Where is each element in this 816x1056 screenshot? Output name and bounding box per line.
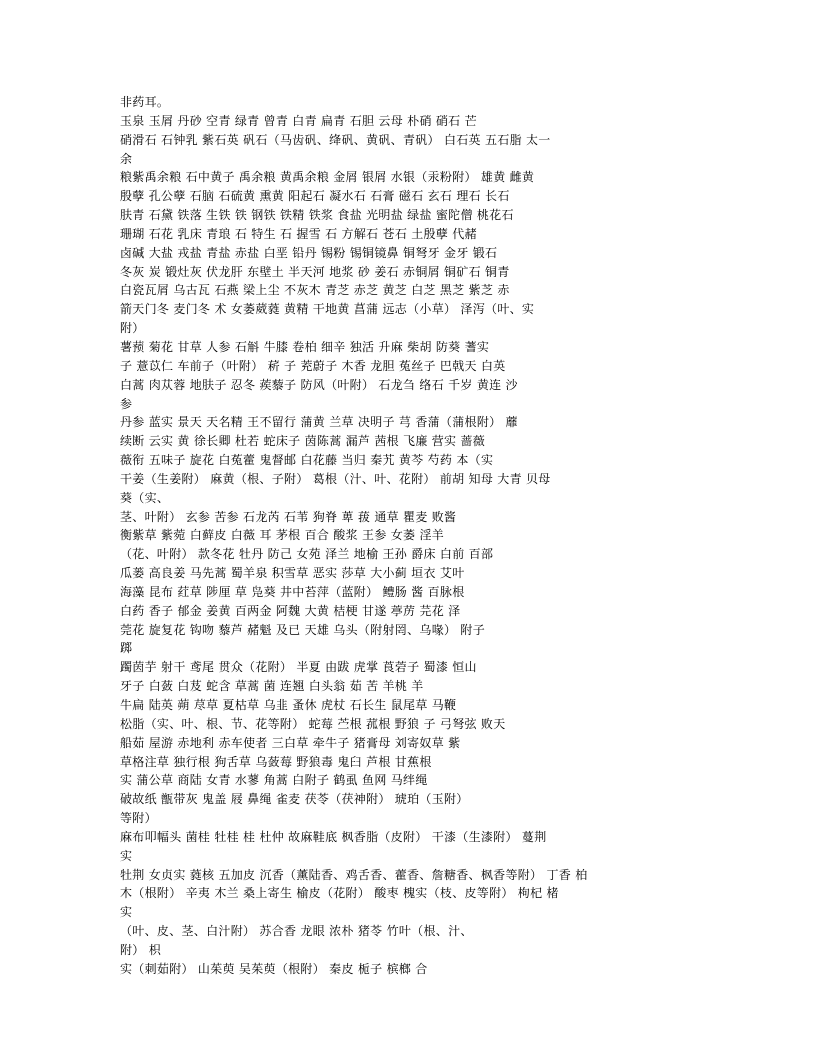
text-line: 殷孽 孔公孽 石脑 石硫黄 熏黄 阳起石 凝水石 石膏 磁石 玄石 理石 长石 — [120, 189, 510, 204]
text-line: 等附） — [120, 811, 157, 826]
text-line: 躅茵芋 射干 鸢尾 贯众（花附） 半夏 由跋 虎掌 莨菪子 蜀漆 恒山 — [120, 660, 477, 675]
text-line: 实（刺茹附） 山茱萸 吴茱萸（根附） 秦皮 栀子 槟榔 合 — [120, 961, 428, 976]
text-line: 附） 枳 — [120, 942, 162, 957]
document-body — [120, 93, 640, 979]
text-line: 草格注草 独行根 狗舌草 乌蔹莓 野狼毒 鬼臼 芦根 甘蕉根 — [120, 754, 432, 769]
text-line: 麻布叩幅头 菌桂 牡桂 桂 杜仲 故麻鞋底 枫香脂（皮附） 干漆（生漆附） 蔓荆 — [120, 829, 547, 844]
text-line: 白瓷瓦屑 乌古瓦 石燕 梁上尘 不灰木 青芝 赤芝 黄芝 白芝 黑芝 紫芝 赤 — [120, 283, 510, 298]
text-line: 海藻 昆布 荭草 陟厘 草 凫葵 井中苔萍（蓝附） 鳢肠 酱 百脉根 — [120, 584, 465, 599]
text-line: 牡荆 女贞实 蕤核 五加皮 沉香（薰陆香、鸡舌香、藿香、詹糖香、枫香等附） 丁香 柏 — [120, 867, 588, 882]
text-line: 薯蓣 菊花 甘草 人参 石斛 牛膝 卷柏 细辛 独活 升麻 柴胡 防葵 蓍实 — [120, 339, 490, 354]
text-line: 箭天门冬 麦门冬 术 女萎葳蕤 黄精 干地黄 菖蒲 远志（小草） 泽泻（叶、实 — [120, 302, 535, 317]
text-line: 参 — [120, 396, 133, 411]
text-line: 船茹 屋游 赤地利 赤车使者 三白草 牵牛子 猪膏母 刘寄奴草 紫 — [120, 735, 461, 750]
text-line: 子 薏苡仁 车前子（叶附） 菥 子 茺蔚子 木香 龙胆 菟丝子 巴戟天 白英 — [120, 358, 506, 373]
text-line: 实 — [120, 905, 133, 920]
text-line: 余 — [120, 151, 133, 166]
text-line: 莞花 旋复花 钩吻 藜芦 赭魁 及已 天雄 乌头（附射罔、乌喙） 附子 — [120, 622, 486, 637]
text-line: （叶、皮、茎、白汁附） 苏合香 龙眼 浓朴 猪苓 竹叶（根、汁、 — [120, 924, 473, 939]
text-line: 附） — [120, 321, 145, 336]
text-line: 实 蒲公草 商陆 女青 水蓼 角蒿 白附子 鹤虱 鱼网 马绊绳 — [120, 773, 428, 788]
text-line: 瓜蒌 高良姜 马先蒿 蜀羊泉 积雪草 恶实 莎草 大小蓟 垣衣 艾叶 — [120, 566, 465, 581]
text-line: 白药 香子 郁金 姜黄 百两金 阿魏 大黄 桔梗 甘遂 葶苈 芫花 泽 — [120, 603, 461, 618]
text-line: 非药耳。 — [120, 95, 170, 109]
text-line: 牙子 白蔹 白芨 蛇含 草蒿 菌 连翘 白头翁 茹 苦 羊桃 羊 — [120, 679, 424, 694]
text-line: 卤碱 大盐 戎盐 青盐 赤盐 白垩 铅丹 锡粉 锡铜镜鼻 铜弩牙 金牙 锻石 — [120, 245, 498, 260]
text-line: 葵（实、 — [120, 490, 170, 505]
text-line: 珊瑚 石花 乳床 青琅 石 特生 石 握雪 石 方解石 苍石 土殷孽 代赭 — [120, 226, 477, 241]
text-line: 玉泉 玉屑 丹砂 空青 绿青 曾青 白青 扁青 石胆 云母 朴硝 硝石 芒 — [120, 113, 477, 128]
text-line: 牛扁 陆英 蒴 荩草 夏枯草 乌韭 蚤休 虎杖 石长生 鼠尾草 马鞭 — [120, 698, 457, 712]
text-line: 薇衔 五味子 旋花 白菟藿 鬼督邮 白花藤 当归 秦艽 黄芩 芍药 本（实 — [120, 453, 494, 468]
text-line: 实 — [120, 848, 133, 863]
text-line: 肤青 石黛 铁落 生铁 铁 钢铁 铁精 铁浆 食盐 光明盐 绿盐 蜜陀僧 桃花石 — [120, 208, 514, 223]
text-line: 干姜（生姜附） 麻黄（根、子附） 葛根（汁、叶、花附） 前胡 知母 大青 贝母 — [120, 471, 551, 486]
text-line: 松脂（实、叶、根、节、花等附） 蛇莓 苎根 菰根 野狼 子 弓弩弦 败天 — [120, 716, 506, 731]
text-line: 衡紫草 紫菀 白藓皮 白薇 耳 茅根 百合 酸浆 王参 女萎 淫羊 — [120, 528, 445, 543]
text-line: 硝滑石 石钟乳 紫石英 矾石（马齿矾、绛矾、黄矾、青矾） 白石英 五石脂 太一 — [120, 132, 551, 147]
text-line: 茎、叶附） 玄参 苦参 石龙芮 石苇 狗脊 萆 菝 通草 瞿麦 败酱 — [120, 509, 457, 524]
text-line: 破故纸 甑带灰 鬼盖 屐 鼻绳 雀麦 茯苓（茯神附） 琥珀（玉附） — [120, 792, 469, 807]
text-line: 白蒿 肉苁蓉 地肤子 忍冬 蒺藜子 防风（叶附） 石龙刍 络石 千岁 黄连 沙 — [120, 377, 518, 392]
text-line: 丹参 蓝实 景天 天名精 王不留行 蒲黄 兰草 决明子 芎 香蒲（蒲根附） 蘼 — [120, 415, 518, 430]
text-line: 踯 — [120, 641, 133, 656]
text-line: 续断 云实 黄 徐长卿 杜若 蛇床子 茵陈蒿 漏芦 茜根 飞廉 营实 蔷薇 — [120, 434, 486, 449]
text-line: 冬灰 炭 锻灶灰 伏龙肝 东壁土 半天河 地浆 砂 姜石 赤铜屑 铜矿石 铜青 — [120, 264, 510, 279]
text-line: 木（根附） 辛夷 木兰 桑上寄生 榆皮（花附） 酸枣 槐实（枝、皮等附） 枸杞 楮 — [120, 886, 559, 901]
text-line: 粮紫禹余粮 石中黄子 禹余粮 黄禹余粮 金屑 银屑 水银（汞粉附） 雄黄 雌黄 — [120, 170, 535, 185]
text-line: （花、叶附） 款冬花 牡丹 防己 女苑 泽兰 地榆 王孙 爵床 白前 百部 — [120, 547, 494, 562]
